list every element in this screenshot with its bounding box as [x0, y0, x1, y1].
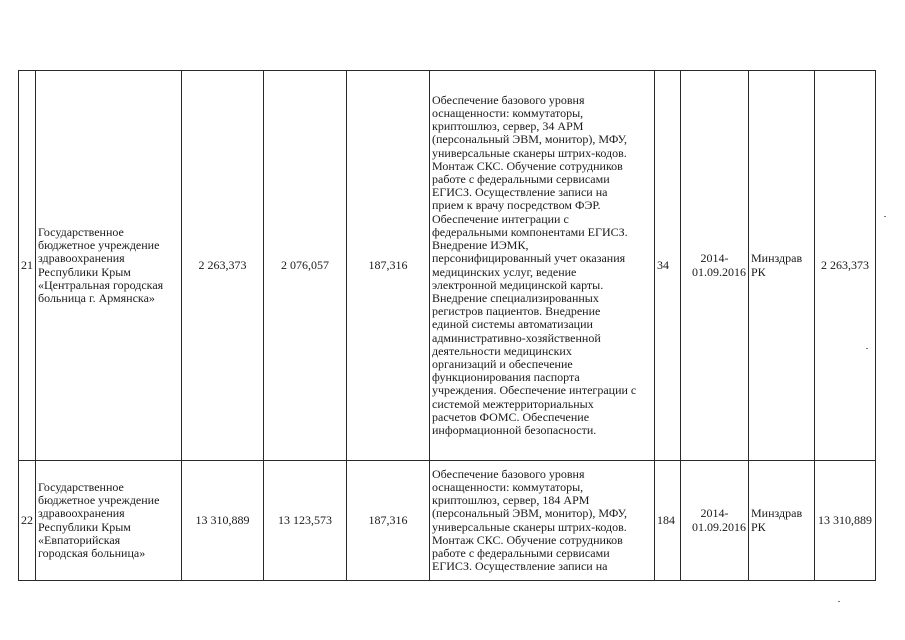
text-line: бюджетное учреждение [38, 493, 160, 508]
executor-cell [749, 461, 815, 581]
text-line: здравоохранения [38, 506, 125, 521]
text-line: Минздрав [751, 506, 803, 521]
period-cell [681, 461, 749, 581]
amount-federal-cell: 13 123,573 [264, 461, 347, 581]
table-row [19, 461, 876, 581]
text-line: РК [751, 264, 766, 279]
description-cell [430, 71, 655, 461]
text-line: работе с федеральными сервисами [432, 172, 610, 187]
amount-total-cell: 13 310,889 [182, 461, 264, 581]
text-line: (персональный ЭВМ, монитор), МФУ, [432, 132, 628, 147]
text-line: универсальные сканеры штрих-кодов. [432, 519, 627, 534]
text-line: учреждения. Обеспечение интеграции с [432, 383, 637, 398]
organization-cell [36, 461, 182, 581]
total-cell: 2 263,373 [815, 71, 876, 461]
text-line: Государственное [38, 479, 124, 494]
text-line: криптошлюз, сервер, 184 АРМ [432, 493, 590, 508]
text-line: 01.09.2016 [692, 264, 746, 279]
text-line: Внедрение ИЭМК, [432, 238, 529, 253]
text-line: универсальные сканеры штрих-кодов. [432, 145, 627, 160]
text-line: 2014- [700, 251, 729, 266]
text-line: регистров пациентов. Внедрение [432, 304, 601, 319]
text-line: Обеспечение базового уровня [432, 466, 585, 481]
table-row [19, 71, 876, 461]
text-line: Обеспечение базового уровня [432, 92, 585, 107]
text-line: 01.09.2016 [692, 519, 746, 534]
text-line: оснащенности: коммутаторы, [432, 479, 584, 494]
description-cell [430, 461, 655, 581]
text-line: медицинских услуг, ведение [432, 264, 577, 279]
scan-speck [866, 348, 868, 349]
text-line: федеральными компонентами ЕГИСЗ. [432, 224, 628, 239]
text-line: здравоохранения [38, 251, 125, 266]
text-line: «Евпаторийская [38, 532, 121, 547]
row-number: 21 [19, 71, 36, 461]
text-line: бюджетное учреждение [38, 238, 160, 253]
text-line: работе с федеральными сервисами [432, 545, 610, 560]
text-line: расчетов ФОМС. Обеспечение [432, 409, 590, 424]
text-line: Внедрение специализированных [432, 290, 599, 305]
document-table [18, 70, 876, 581]
text-line: Монтаж СКС. Обучение сотрудников [432, 158, 623, 173]
organization-cell [36, 71, 182, 461]
text-line: Монтаж СКС. Обучение сотрудников [432, 532, 623, 547]
text-line: Республики Крым [38, 519, 131, 534]
scan-speck [838, 601, 840, 602]
amount-regional-cell: 187,316 [347, 461, 430, 581]
quantity-cell: 34 [655, 71, 681, 461]
row-number: 22 [19, 461, 36, 581]
text-line: (персональный ЭВМ, монитор), МФУ, [432, 506, 628, 521]
amount-total-cell: 2 263,373 [182, 71, 264, 461]
text-line: больница г. Армянска» [38, 290, 155, 305]
period-cell [681, 71, 749, 461]
text-line: Государственное [38, 224, 124, 239]
text-line: единой системы автоматизации [432, 317, 593, 332]
text-line: «Центральная городская [38, 277, 164, 292]
text-line: административно-хозяйственной [432, 330, 601, 345]
text-line: оснащенности: коммутаторы, [432, 106, 584, 121]
amount-regional-cell: 187,316 [347, 71, 430, 461]
text-line: Минздрав [751, 251, 803, 266]
text-line: городская больница» [38, 545, 146, 560]
text-line: ЕГИСЗ. Осуществление записи на [432, 185, 608, 200]
text-line: Республики Крым [38, 264, 131, 279]
text-line: информационной безопасности. [432, 422, 597, 437]
text-line: функционирования паспорта [432, 370, 580, 385]
text-line: электронной медицинской карты. [432, 277, 604, 292]
executor-cell [749, 71, 815, 461]
text-line: Обеспечение интеграции с [432, 211, 569, 226]
text-line: 2014- [700, 506, 729, 521]
text-line: организаций и обеспечение [432, 356, 573, 371]
text-line: ЕГИСЗ. Осуществление записи на [432, 559, 608, 574]
text-line: деятельности медицинских [432, 343, 572, 358]
text-line: прием к врачу посредством ФЭР. [432, 198, 601, 213]
quantity-cell: 184 [655, 461, 681, 581]
scan-speck [884, 216, 886, 217]
text-line: системой межтерриториальных [432, 396, 594, 411]
total-cell: 13 310,889 [815, 461, 876, 581]
text-line: персонифицированный учет оказания [432, 251, 626, 266]
text-line: криптошлюз, сервер, 34 АРМ [432, 119, 584, 134]
text-line: РК [751, 519, 766, 534]
amount-federal-cell: 2 076,057 [264, 71, 347, 461]
